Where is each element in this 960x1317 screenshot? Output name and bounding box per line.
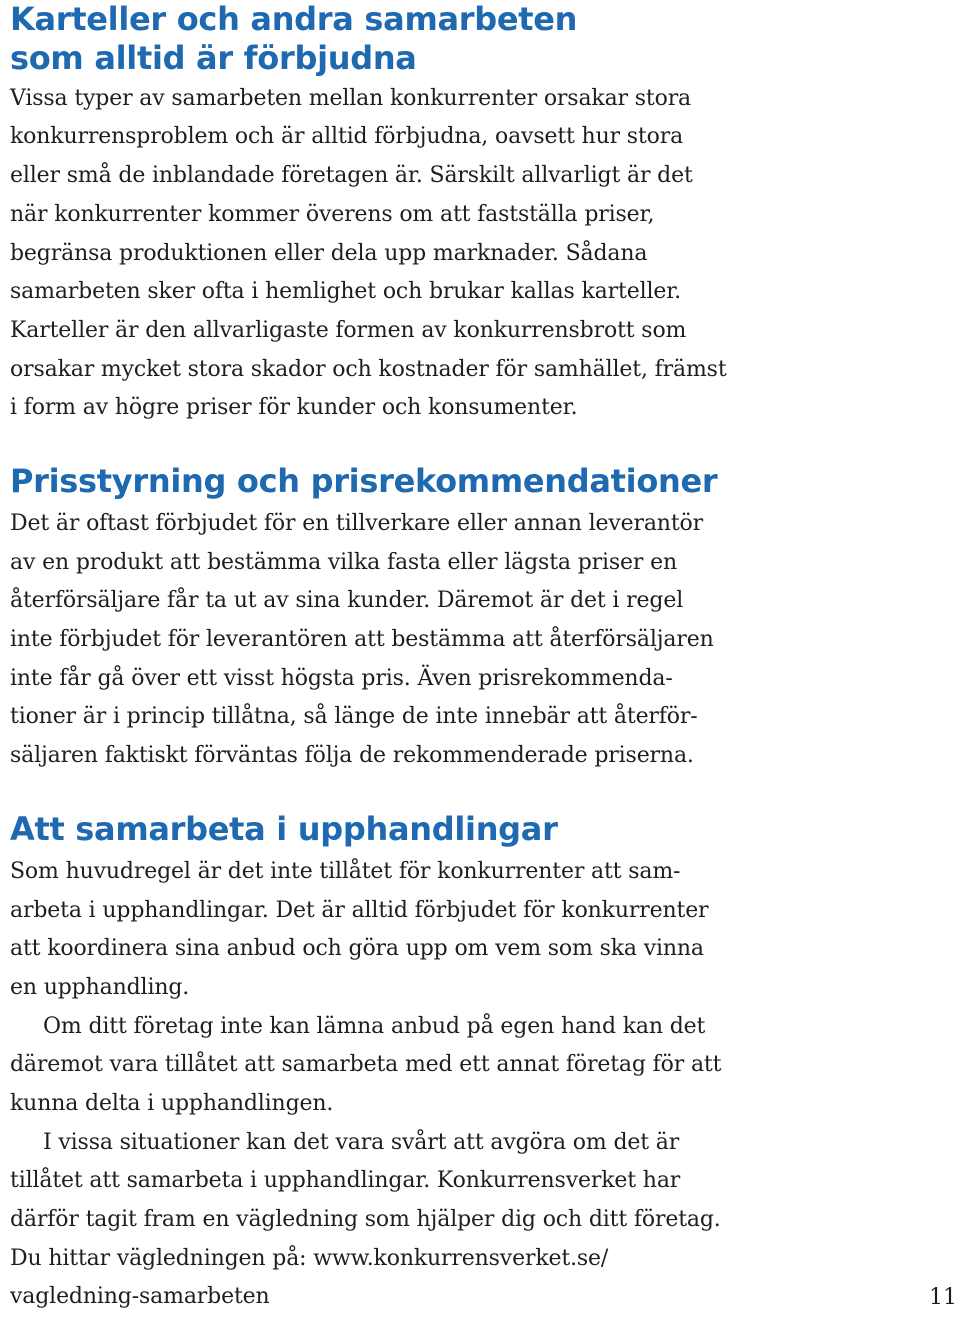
body-line: begränsa produktionen eller dela upp marknader. Sådana <box>10 241 648 266</box>
body-line: säljaren faktiskt förväntas följa de rekommenderade priserna. <box>10 743 694 768</box>
body-line: I vissa situationer kan det vara svårt att avgöra om det är <box>43 1130 680 1155</box>
body-line: eller små de inblandade företagen är. Särskilt allvarligt är det <box>10 163 693 188</box>
body-line: därför tagit fram en vägledning som hjälper dig och ditt företag. <box>10 1207 721 1232</box>
body-line: inte får gå över ett visst högsta pris. Även prisrekommenda- <box>10 666 673 691</box>
body-line: Om ditt företag inte kan lämna anbud på egen hand kan det <box>43 1014 706 1039</box>
body-line: orsakar mycket stora skador och kostnader för samhället, främst <box>10 357 727 382</box>
body-line: att koordinera sina anbud och göra upp om vem som ska vinna <box>10 936 704 961</box>
body-line: av en produkt att bestämma vilka fasta eller lägsta priser en <box>10 550 677 575</box>
body-line: en upphandling. <box>10 975 190 1000</box>
body-line-url: Du hittar vägledningen på: www.konkurrensverket.se/ <box>10 1246 609 1271</box>
page-number: 11 <box>929 1285 957 1310</box>
body-line: Karteller är den allvarligaste formen av konkurrensbrott som <box>10 318 687 343</box>
section-heading-karteller-line-1: Karteller och andra samarbeten <box>10 0 578 38</box>
body-line: i form av högre priser för kunder och konsumenter. <box>10 395 578 420</box>
body-line: Vissa typer av samarbeten mellan konkurrenter orsakar stora <box>10 86 692 111</box>
body-line: tillåtet att samarbeta i upphandlingar. Konkurrensverket har <box>10 1168 681 1193</box>
body-line: kunna delta i upphandlingen. <box>10 1091 334 1116</box>
body-line: arbeta i upphandlingar. Det är alltid förbjudet för konkurrenter <box>10 898 709 923</box>
body-line-url-continued: vagledning-samarbeten <box>10 1284 270 1309</box>
body-line: inte förbjudet för leverantören att bestämma att återförsäljaren <box>10 627 714 652</box>
section-heading-karteller-line-2: som alltid är förbjudna <box>10 39 417 77</box>
body-line: Som huvudregel är det inte tillåtet för konkurrenter att sam- <box>10 859 681 884</box>
body-line: Det är oftast förbjudet för en tillverkare eller annan leverantör <box>10 511 703 536</box>
section-heading-prisstyrning: Prisstyrning och prisrekommendationer <box>10 462 718 500</box>
body-line: samarbeten sker ofta i hemlighet och brukar kallas karteller. <box>10 279 682 304</box>
section-heading-upphandlingar: Att samarbeta i upphandlingar <box>10 810 558 848</box>
body-line: när konkurrenter kommer överens om att fastställa priser, <box>10 202 655 227</box>
body-line: återförsäljare får ta ut av sina kunder. Däremot är det i regel <box>10 588 684 613</box>
body-line: tioner är i princip tillåtna, så länge de inte innebär att återför- <box>10 704 698 729</box>
body-line: konkurrensproblem och är alltid förbjudna, oavsett hur stora <box>10 124 684 149</box>
body-line: däremot vara tillåtet att samarbeta med ett annat företag för att <box>10 1052 722 1077</box>
